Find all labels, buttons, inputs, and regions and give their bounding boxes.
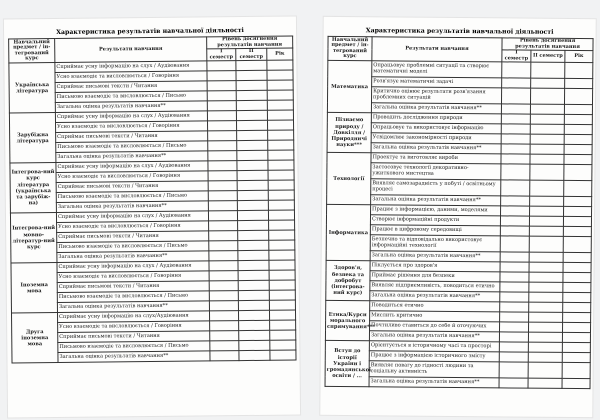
subject-cell: Технології	[327, 153, 371, 205]
criterion-cell: Критично оцінює результати розв'язання проблемних ситуацій	[371, 87, 501, 104]
year-cell[interactable]	[564, 115, 592, 125]
semester-2-cell[interactable]	[531, 63, 565, 79]
criterion-cell: Загальна оцінка результатів навчання**	[56, 151, 208, 163]
criterion-cell: Орієнтується в історичному часі та просторі	[369, 341, 499, 352]
semester-2-cell[interactable]	[238, 291, 269, 301]
semester-1-cell[interactable]	[210, 331, 239, 341]
criterion-cell: Загальна оцінка результатів навчання**	[371, 103, 501, 114]
criterion-cell: Усно взаємодіє та висловлюється / Говоріння	[58, 321, 210, 333]
semester-2-cell[interactable]	[238, 281, 269, 291]
semester-1-cell[interactable]	[501, 206, 530, 216]
criterion-cell: Загальна оцінка результатів навчання**	[57, 251, 209, 263]
semester-1-cell[interactable]	[208, 121, 237, 131]
year-cell[interactable]	[268, 150, 294, 160]
criterion-cell: Мислить критично	[370, 311, 500, 322]
criterion-cell: Сприймає письмові тексти / Читання	[56, 181, 208, 193]
year-cell[interactable]	[269, 220, 295, 230]
year-cell[interactable]	[563, 303, 591, 313]
table-row	[328, 61, 593, 79]
right-page	[320, 17, 595, 417]
year-cell[interactable]	[269, 230, 295, 240]
year-cell[interactable]	[563, 237, 591, 253]
semester-2-cell[interactable]	[530, 165, 564, 181]
semester-2-cell[interactable]	[238, 231, 269, 241]
year-cell[interactable]	[564, 125, 592, 135]
subject-cell: Здоров'я, безпека та добробут (інтегрова-ний курс)	[326, 261, 370, 301]
year-cell[interactable]	[564, 145, 592, 155]
criterion-cell: Проектує та виготовляє вироби	[371, 153, 501, 164]
criterion-cell: Розв'язує математичні задачі	[372, 77, 502, 88]
criterion-cell: Письмово взаємодіє та висловлюється / Письмо	[56, 191, 208, 203]
criterion-cell: Приймає рішення для безпеки	[370, 271, 500, 282]
semester-2-cell[interactable]	[237, 161, 268, 171]
year-cell[interactable]	[563, 293, 591, 303]
semester-2-cell[interactable]	[529, 272, 563, 282]
criterion-cell: Сприймає письмові тексти / Читання	[57, 231, 209, 243]
semester-1-cell[interactable]	[209, 261, 238, 271]
semester-1-cell[interactable]	[209, 291, 238, 301]
semester-2-cell[interactable]	[237, 151, 268, 161]
criterion-cell: Виявляє повагу до гідності людини та соціальну активність	[369, 361, 499, 378]
year-cell[interactable]	[267, 110, 293, 120]
criterion-cell: Проводить дослідження природи	[371, 113, 501, 124]
semester-1-cell[interactable]	[499, 342, 528, 352]
criterion-cell: Сприймає усну інформацію на слух / Аудіювання	[56, 211, 208, 223]
level-header: Рівень досягнення результатів навчання	[502, 38, 593, 51]
page-title: Характеристика результатів навчальної діяльності	[365, 27, 554, 36]
semester-1-cell[interactable]	[501, 144, 530, 154]
semester-2-cell[interactable]	[529, 252, 563, 262]
year-cell[interactable]	[267, 90, 293, 100]
criterion-cell: Сприймає письмові тексти / Читання	[56, 131, 208, 143]
year-cell[interactable]	[269, 280, 295, 290]
semester-1-cell[interactable]	[500, 226, 529, 236]
year-cell[interactable]	[564, 89, 592, 105]
subject-cell: Математика	[327, 61, 371, 113]
semester-2-cell[interactable]	[238, 311, 269, 321]
semester-1-cell[interactable]	[500, 236, 529, 252]
year-header: Рік	[267, 48, 293, 60]
semester-1-cell[interactable]	[209, 311, 238, 321]
page-title: Характеристика результатів навчальної діяльності	[56, 27, 244, 36]
criterion-cell: Працює в цифровому середовищі	[370, 225, 500, 236]
year-cell[interactable]	[268, 170, 294, 180]
semester-1-cell[interactable]	[209, 231, 238, 241]
semester-2-cell[interactable]	[237, 171, 268, 181]
year-cell[interactable]	[562, 379, 590, 389]
year-cell[interactable]	[562, 323, 590, 333]
semester-1-cell[interactable]	[501, 154, 530, 164]
criterion-cell: Усно взаємодіє та висловлюється / Говоріння	[57, 271, 209, 283]
semester-1-cell[interactable]	[499, 352, 528, 362]
semester-2-cell[interactable]	[237, 141, 268, 151]
year-cell[interactable]	[269, 290, 295, 300]
semester-1-cell[interactable]	[501, 196, 530, 206]
year-cell[interactable]	[562, 363, 590, 379]
semester-1-cell[interactable]	[500, 302, 529, 312]
semester-1-cell[interactable]	[500, 252, 529, 262]
criterion-cell: Загальна оцінка результатів навчання**	[58, 351, 210, 363]
year-cell[interactable]	[565, 63, 593, 79]
criterion-cell: Загальна оцінка результатів навчання**	[57, 301, 209, 313]
semester-1-cell[interactable]	[500, 292, 529, 302]
year-cell[interactable]	[267, 80, 293, 90]
semester-2-cell[interactable]	[237, 131, 268, 141]
criterion-cell: Загальна оцінка результатів навчання**	[56, 201, 208, 213]
criterion-cell: Усвідомлює закономірності природи	[371, 133, 501, 144]
semester-2-cell[interactable]	[238, 221, 269, 231]
semester-2-cell[interactable]	[238, 241, 269, 251]
year-cell[interactable]	[267, 70, 293, 80]
criterion-cell: Усно взаємодіє та висловлюється / Говоріння	[57, 221, 209, 233]
left-page	[4, 16, 300, 417]
semester-1-cell[interactable]	[499, 362, 528, 378]
subject-cell: Пізнаємо природу / Довкілля / Природничі науки***	[327, 113, 371, 153]
semester-1-cell[interactable]	[501, 164, 530, 180]
semester-2-cell[interactable]	[238, 301, 269, 311]
year-cell[interactable]	[562, 343, 590, 353]
semester-1-cell[interactable]	[502, 78, 531, 88]
semester-1-cell[interactable]	[500, 272, 529, 282]
year-cell[interactable]	[269, 300, 295, 310]
semester-2-cell[interactable]	[236, 71, 267, 81]
semester-2-cell[interactable]	[530, 145, 564, 155]
semester-1-cell[interactable]	[500, 282, 529, 292]
results-table	[325, 36, 594, 390]
criterion-cell: Загальна оцінка результатів навчання**	[371, 143, 501, 154]
semester-2-cell[interactable]	[529, 262, 563, 272]
semester-2-cell[interactable]	[236, 121, 267, 131]
year-cell[interactable]	[563, 283, 591, 293]
semester-1-cell[interactable]	[501, 124, 530, 134]
semester-2-cell[interactable]	[530, 155, 564, 165]
semester-1-cell[interactable]	[210, 321, 239, 331]
semester-1-cell[interactable]	[501, 134, 530, 144]
semester-1-cell[interactable]	[208, 211, 237, 221]
semester-2-cell[interactable]	[236, 111, 267, 121]
criterion-cell: Письмово взаємодіє та висловлюється / Письмо	[57, 241, 209, 253]
subject-cell: Українська література	[9, 63, 56, 113]
criterion-cell: Загальна оцінка результатів навчання**	[371, 195, 501, 206]
semester-2-cell[interactable]	[237, 181, 268, 191]
semester-1-cell[interactable]	[502, 62, 531, 78]
year-cell[interactable]	[564, 155, 592, 165]
semester-2-cell[interactable]	[528, 378, 562, 388]
subject-cell: Інтегрова-ний курс література (українська та зарубіж-на)	[10, 163, 57, 213]
year-cell[interactable]	[268, 200, 294, 210]
semester-2-cell[interactable]	[529, 226, 563, 236]
criterion-cell: Працює з інформацією історичного змісту	[369, 351, 499, 362]
semester-1-cell[interactable]	[208, 151, 237, 161]
criterion-cell: Сприймає письмові тексти / Читання	[58, 331, 210, 343]
year-cell[interactable]	[270, 340, 296, 350]
semester-1-cell[interactable]	[207, 71, 236, 81]
criterion-cell: Виявляє самозарадність у побуті / освітньому процесі	[371, 179, 501, 196]
semester-2-cell[interactable]	[530, 125, 564, 135]
results-header: Результати навчання	[372, 37, 502, 63]
criterion-cell: Сприймає усну інформацію на слух / Аудіювання	[56, 161, 208, 173]
year-cell[interactable]	[564, 105, 592, 115]
semester-2-cell[interactable]	[239, 321, 270, 331]
semester-2-cell[interactable]	[528, 352, 562, 362]
semester-2-cell[interactable]	[529, 302, 563, 312]
semester-1-cell[interactable]	[208, 171, 237, 181]
year-cell[interactable]	[268, 160, 294, 170]
semester-1-cell[interactable]	[500, 216, 529, 226]
criterion-cell: Усно взаємодіє та висловлюється / Говоріння	[56, 121, 208, 133]
semester-2-cell[interactable]	[239, 341, 270, 351]
year-cell[interactable]	[269, 310, 295, 320]
semester-2-cell[interactable]	[237, 201, 268, 211]
semester-1-cell[interactable]	[501, 180, 530, 196]
criterion-cell: Створює інформаційні продукти	[370, 215, 500, 226]
semester-1-header: І семестр	[502, 50, 531, 62]
semester-1-cell[interactable]	[208, 131, 237, 141]
semester-2-cell[interactable]	[239, 351, 270, 361]
semester-1-cell[interactable]	[207, 81, 236, 91]
year-cell[interactable]	[268, 130, 294, 140]
semester-2-cell[interactable]	[236, 101, 267, 111]
semester-1-cell[interactable]	[209, 271, 238, 281]
semester-2-cell[interactable]	[238, 271, 269, 281]
criterion-cell: Працює з інформацією, даними, моделями	[371, 205, 501, 216]
semester-2-cell[interactable]	[530, 196, 564, 206]
subject-cell: Інформатика	[326, 205, 370, 261]
year-cell[interactable]	[564, 197, 592, 207]
subject-cell: Зарубіжна література	[9, 113, 56, 163]
semester-1-cell[interactable]	[208, 161, 237, 171]
criterion-cell: Письмово взаємодіє та висловлюється / Письмо	[56, 141, 208, 153]
semester-1-cell[interactable]	[501, 114, 530, 124]
criterion-cell: Усно взаємодіє та висловлюється / Говоріння	[55, 71, 207, 83]
semester-2-cell[interactable]	[236, 61, 267, 71]
criterion-cell: Почтиливо ставиться до себе й оточуючих	[370, 321, 500, 332]
year-cell[interactable]	[270, 330, 296, 340]
semester-1-cell[interactable]	[207, 61, 236, 71]
semester-1-cell[interactable]	[209, 281, 238, 291]
semester-2-cell[interactable]	[238, 251, 269, 261]
subject-cell: Інтегрова-ний мовно-літератур-ний курс	[10, 213, 57, 263]
semester-1-cell[interactable]	[207, 111, 236, 121]
semester-1-cell[interactable]	[501, 88, 530, 104]
criterion-cell: Загальна оцінка результатів навчання**	[370, 251, 500, 262]
criterion-cell: Усно взаємодіє та висловлюється / Говоріння	[56, 171, 208, 183]
criterion-cell: Безпечно та відповідально використовує інформаційні технології	[370, 235, 500, 252]
semester-2-cell[interactable]	[236, 81, 267, 91]
subject-cell: Друга іноземна мова	[12, 313, 59, 363]
year-cell[interactable]	[270, 320, 296, 330]
criterion-cell: Сприймає письмові тексти / Читання	[55, 81, 207, 93]
criterion-cell: Сприймає письмові тексти / Читання	[57, 281, 209, 293]
level-header: Рівень досягнення результатів навчання	[207, 36, 293, 49]
semester-2-cell[interactable]	[529, 282, 563, 292]
semester-1-cell[interactable]	[210, 351, 239, 361]
semester-2-cell[interactable]	[237, 191, 268, 201]
semester-2-cell[interactable]	[530, 135, 564, 145]
subject-header: Навчальний предмет / ін-тегрований курс	[328, 36, 372, 61]
year-cell[interactable]	[269, 240, 295, 250]
semester-2-cell[interactable]	[529, 236, 563, 252]
criterion-cell: Сприймає усну інформацію на слух/Аудіювання	[57, 311, 209, 323]
year-cell[interactable]	[268, 210, 294, 220]
semester-2-cell[interactable]	[528, 322, 562, 332]
semester-2-cell[interactable]	[238, 261, 269, 271]
year-cell[interactable]	[564, 181, 592, 197]
year-cell[interactable]	[267, 120, 293, 130]
semester-2-cell[interactable]	[528, 342, 562, 352]
semester-1-cell[interactable]	[208, 181, 237, 191]
year-cell[interactable]	[269, 250, 295, 260]
semester-2-cell[interactable]	[236, 91, 267, 101]
semester-1-cell[interactable]	[209, 301, 238, 311]
criterion-cell: Письмово взаємодіє та висловлюється / Письмо	[58, 341, 210, 353]
criterion-cell: Сприймає усну інформацію на слух / Аудіювання	[57, 261, 209, 273]
subject-cell: Іноземна мова	[11, 263, 58, 313]
criterion-cell: Загальна оцінка результатів навчання**	[55, 101, 207, 113]
criterion-cell: Загальна оцінка результатів навчання**	[369, 377, 499, 388]
criterion-cell: Виявляє підприємливість, поводиться етично	[370, 281, 500, 292]
semester-1-cell[interactable]	[500, 312, 529, 322]
year-cell[interactable]	[268, 180, 294, 190]
year-cell[interactable]	[565, 79, 593, 89]
year-cell[interactable]	[564, 165, 592, 181]
year-cell[interactable]	[268, 190, 294, 200]
semester-2-cell[interactable]	[530, 181, 564, 197]
year-cell[interactable]	[564, 207, 592, 217]
semester-1-cell[interactable]	[209, 251, 238, 261]
semester-1-cell[interactable]	[499, 378, 528, 388]
year-cell[interactable]	[563, 263, 591, 273]
criterion-cell: Піклується про здоров'я	[370, 261, 500, 272]
semester-1-cell[interactable]	[207, 91, 236, 101]
semester-1-cell[interactable]	[208, 141, 237, 151]
semester-2-cell[interactable]	[528, 362, 562, 378]
year-cell[interactable]	[562, 353, 590, 363]
semester-2-cell[interactable]	[530, 115, 564, 125]
semester-1-cell[interactable]	[208, 201, 237, 211]
criterion-cell: Письмово взаємодіє та висловлюється / Письмо	[57, 291, 209, 303]
semester-2-cell[interactable]	[237, 211, 268, 221]
criterion-cell: Поводиться етично	[370, 301, 500, 312]
semester-2-cell[interactable]	[239, 331, 270, 341]
semester-1-cell[interactable]	[207, 101, 236, 111]
year-cell[interactable]	[563, 253, 591, 263]
criterion-cell: Загальна оцінка результатів навчання**	[370, 291, 500, 302]
semester-2-cell[interactable]	[530, 206, 564, 216]
criterion-cell: Сприймає усну інформацію на слух / Аудіювання	[55, 111, 207, 123]
year-cell[interactable]	[563, 227, 591, 237]
semester-1-cell[interactable]	[210, 341, 239, 351]
semester-1-header: І семестр	[207, 49, 236, 61]
semester-2-header: ІІ семестр	[236, 48, 267, 61]
results-table	[8, 36, 296, 364]
results-header: Результати навчання	[55, 37, 207, 63]
subject-cell: Вступ до історії України і громадянської освіти / ...	[325, 341, 369, 387]
year-cell[interactable]	[563, 313, 591, 323]
year-cell[interactable]	[267, 100, 293, 110]
semester-1-cell[interactable]	[500, 262, 529, 272]
semester-1-cell[interactable]	[499, 332, 528, 342]
criterion-cell: Сприймає усну інформацію на слух / Аудіювання	[55, 61, 207, 73]
year-cell[interactable]	[562, 333, 590, 343]
criterion-cell: Опрацьовує проблемні ситуації та створює математичні моделі	[372, 61, 502, 78]
year-cell[interactable]	[269, 270, 295, 280]
year-cell[interactable]	[563, 217, 591, 227]
subject-header: Навчальний предмет / ін-тегрований курс	[9, 39, 55, 64]
semester-1-cell[interactable]	[209, 241, 238, 251]
year-cell[interactable]	[269, 260, 295, 270]
semester-2-cell[interactable]	[529, 216, 563, 226]
semester-2-cell[interactable]	[528, 332, 562, 342]
year-cell[interactable]	[563, 273, 591, 283]
semester-2-cell[interactable]	[530, 105, 564, 115]
year-cell[interactable]	[564, 135, 592, 145]
semester-2-cell[interactable]	[531, 79, 565, 89]
semester-1-cell[interactable]	[501, 104, 530, 114]
criterion-cell: Застосовує технології декоративно-ужиткового мистецтва	[371, 163, 501, 180]
subject-cell: Етика/Курси морального спрямування***	[325, 301, 369, 341]
semester-2-cell[interactable]	[529, 312, 563, 322]
semester-1-cell[interactable]	[499, 322, 528, 332]
semester-1-cell[interactable]	[209, 221, 238, 231]
criterion-cell: Опрацьовує та використовує інформацію	[371, 123, 501, 134]
semester-1-cell[interactable]	[208, 191, 237, 201]
semester-2-cell[interactable]	[529, 292, 563, 302]
semester-2-cell[interactable]	[530, 89, 564, 105]
year-cell[interactable]	[268, 140, 294, 150]
criterion-cell: Письмово взаємодіє та висловлюється / Письмо	[55, 91, 207, 103]
year-header: Рік	[565, 51, 593, 63]
criterion-cell: Загальна оцінка результатів навчання**	[369, 331, 499, 342]
year-cell[interactable]	[267, 60, 293, 70]
semester-2-header: ІІ семестр	[531, 50, 565, 62]
year-cell[interactable]	[270, 350, 296, 360]
